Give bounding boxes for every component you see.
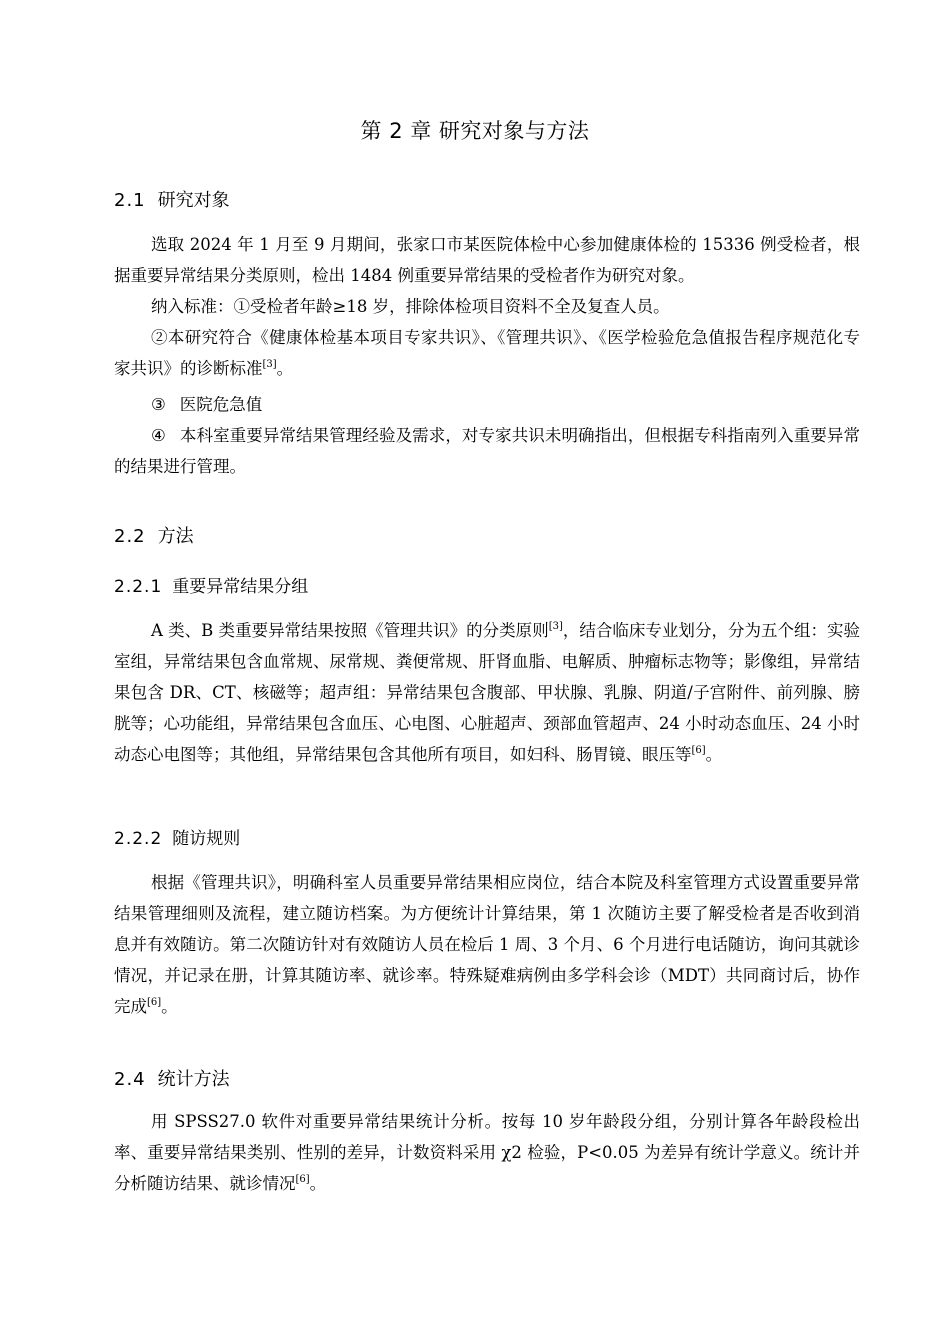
- paragraph-end: 。: [309, 1174, 327, 1193]
- section-number: 2.4: [114, 1069, 146, 1090]
- subsection-heading-2-2-2: [114, 826, 240, 852]
- citation: [6]: [691, 744, 706, 756]
- subsection-heading-2-2-1: [114, 574, 308, 600]
- list-marker: ③: [151, 395, 166, 414]
- section-heading-2-1: [114, 188, 230, 214]
- paragraph-grouping: [114, 615, 860, 770]
- paragraph-statistics: [114, 1106, 860, 1199]
- section-title: 研究对象: [157, 190, 230, 211]
- subsection-title: 重要异常结果分组: [172, 577, 309, 597]
- list-text: 本科室重要异常结果管理经验及需求，对专家共识未明确指出，但根据专科指南列入重要异常的结果进行管理。: [114, 426, 861, 476]
- paragraph-diagnostic-standard: [114, 322, 860, 384]
- section-title: 统计方法: [157, 1069, 230, 1090]
- list-marker: ④: [151, 426, 166, 445]
- section-title: 方法: [157, 526, 194, 547]
- section-heading-2-4: [114, 1067, 230, 1093]
- citation: [6]: [295, 1173, 310, 1185]
- paragraph-end: 。: [276, 359, 294, 378]
- subsection-number: 2.2.1: [114, 577, 163, 597]
- paragraph-text: A 类、B 类重要异常结果按照《管理共识》的分类原则: [151, 621, 549, 640]
- paragraph-text: 根据《管理共识》，明确科室人员重要异常结果相应岗位，结合本院及科室管理方式设置重要异常结果管理细则及流程，建立随访档案。为方便统计计算结果，第 1 次随访主要了解受检者是否收到消息并有效随访。第二次随访针对有效随访人员在检后 1 周、3 个月、6 个月进行电话随访，询问其就诊情况，并记录在册，计算其随访率、就诊率。特殊疑难病例由多学科会诊（MDT）共同商讨后，协作完成: [114, 873, 860, 1016]
- section-heading-2-2: [114, 524, 194, 550]
- paragraph-text: 用 SPSS27.0 软件对重要异常结果统计分析。按每 10 岁年龄段分组，分别计算各年龄段检出率、重要异常结果类别、性别的差异，计数资料采用 χ2 检验，P<0.05 为差异有统计学意义。统计并分析随访结果、就诊情况: [114, 1112, 860, 1193]
- subsection-number: 2.2.2: [114, 829, 163, 849]
- paragraph-subjects: 选取 2024 年 1 月至 9 月期间，张家口市某医院体检中心参加健康体检的 15336 例受检者，根据重要异常结果分类原则，检出 1484 例重要异常结果的受检者作为研究对象。: [114, 235, 860, 285]
- list-text: 医院危急值: [179, 395, 263, 414]
- paragraph-inclusion-criteria: 纳入标准：①受检者年龄≥18 岁，排除体检项目资料不全及复查人员。: [151, 297, 670, 316]
- paragraph-end: 。: [161, 997, 178, 1016]
- paragraph-text: ②本研究符合《健康体检基本项目专家共识》、《管理共识》、《医学检验危急值报告程序规范化专家共识》的诊断标准: [114, 328, 860, 378]
- paragraph-follow-up: [114, 867, 860, 1022]
- citation: [3]: [548, 620, 563, 632]
- citation: [3]: [262, 358, 277, 370]
- section-number: 2.1: [114, 190, 146, 211]
- list-item: [114, 420, 860, 482]
- citation: [6]: [147, 996, 162, 1008]
- chapter-title: 第 2 章 研究对象与方法: [360, 119, 590, 143]
- paragraph-text: ，结合临床专业划分，分为五个组：实验室组，异常结果包含血常规、尿常规、粪便常规、肝肾血脂、电解质、肿瘤标志物等；影像组，异常结果包含 DR、CT、核磁等；超声组：异常结果包含腹部、甲状腺、乳腺、阴道/子宫附件、前列腺、膀胱等；心功能组，异常结果包含血压、心电图、心脏超声、颈部血管超声、24 小时动态血压、24 小时动态心电图等；其他组，异常结果包含其他所有项目，如妇科、肠胃镜、眼压等: [114, 621, 861, 764]
- section-number: 2.2: [114, 526, 146, 547]
- subsection-title: 随访规则: [172, 829, 241, 849]
- list-item: [114, 389, 860, 420]
- paragraph-end: 。: [705, 745, 723, 764]
